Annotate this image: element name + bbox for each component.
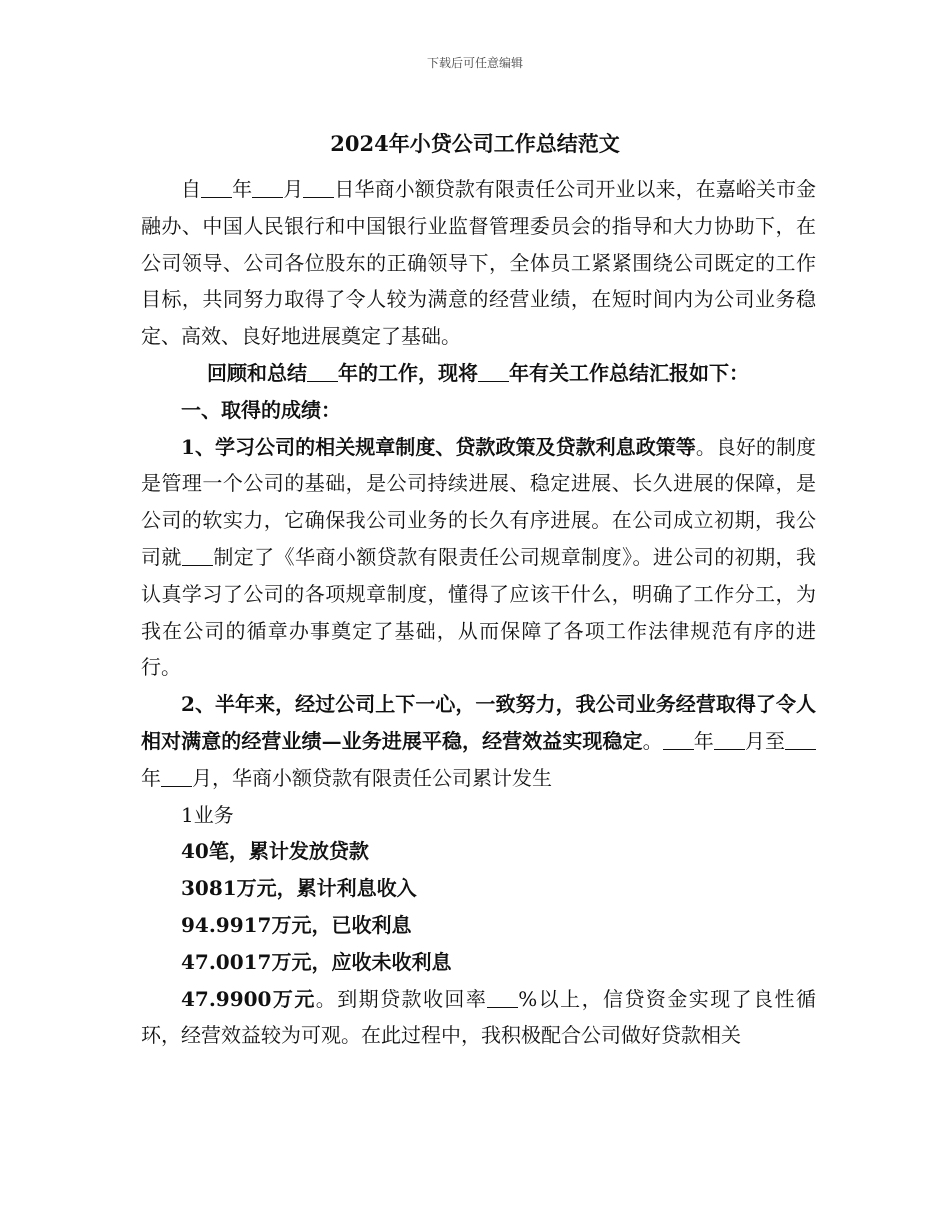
item2-heading: 2、半年来，经过公司上下一心，一致努力，我公司业务经营取得了令人相对满意的经营业绩—业务进展平稳，经营效益实现稳定 [141,692,816,753]
blank-rate [487,987,518,1008]
intro-paragraph [141,171,816,355]
header-note: 下载后可任意编辑 [426,56,523,70]
item1-paragraph [141,429,816,687]
intro-text-d: 日华商小额贷款有限责任公司开业以来，在嘉峪关市金融办、中国人民银行和中国银行业监督管理委员会的指导和大力协助下，在公司领导、公司各位股东的正确领导下，全体员工紧紧围绕公司既定的工作目标，共同努力取得了令人较为满意的经营业绩，在短时间内为公司业务稳定、高效、良好地进展奠定了基础。 [141,177,817,349]
blank-month [252,177,283,198]
blank-review-year-2 [478,361,509,382]
blank-item1 [182,545,213,566]
review-text-b: 年的工作，现将 [338,360,478,385]
review-line [141,355,816,392]
review-text-c: 年有关工作总结汇报如下： [509,360,749,385]
stat-line-6-amount: 47.9900万元 [181,986,316,1011]
item2-text-e: 月，华商小额贷款有限责任公司累计发生 [192,765,552,790]
stat-line-6-text-a: 。到期贷款收回率 [315,986,488,1011]
stat-line-1: 1业务 [181,802,234,827]
item2-text-b: 年 [693,728,714,753]
document-title: 2024年小贷公司工作总结范文 [330,131,620,156]
review-text-a: 回顾和总结 [207,360,307,385]
intro-text-b: 年 [232,177,253,201]
blank-item2-4 [161,766,192,787]
item1-heading: 1、学习公司的相关规章制度、贷款政策及贷款利息政策等 [181,434,696,459]
stat-line-3: 3081万元，累计利息收入 [181,876,417,901]
intro-text-a: 自 [181,177,202,201]
blank-item2-1 [663,729,694,750]
item2-paragraph [141,686,816,796]
blank-day [303,177,334,198]
stat-line-2: 40笔，累计发放贷款 [181,839,369,864]
stat-line-4: 94.9917万元，已收利息 [181,912,412,937]
item2-text-c: 月至 [744,728,786,753]
blank-review-year-1 [307,361,338,382]
item1-text-b: 制定了《华商小额贷款有限责任公司规章制度》。进公司的初期，我认真学习了公司的各项规章制度，懂得了应该干什么，明确了工作分工，为我在公司的循章办事奠定了基础，从而保障了各项工作法律规范有序的进行。 [141,544,816,680]
item2-text-a: 。 [642,728,663,753]
document-body [141,171,816,1054]
item2-text-d: 年 [141,765,161,790]
stat-paragraph [141,981,816,1055]
blank-item2-3 [785,729,816,750]
section-heading: 一、取得的成绩： [181,397,341,422]
stat-line-5: 47.0017万元，应收未收利息 [181,949,452,974]
stat-line-6-text-b: %以上，信贷资金实现了良性循环，经营效益较为可观。在此过程中，我积极配合公司做好贷款相关 [141,986,816,1048]
blank-year [201,177,232,198]
item1-text-a: 。良好的制度是管理一个公司的基础，是公司持续进展、稳定进展、长久进展的保障，是公司的软实力，它确保我公司业务的长久有序进展。在公司成立初期，我公司就 [141,434,817,569]
blank-item2-2 [714,729,745,750]
intro-text-c: 月 [283,177,304,201]
